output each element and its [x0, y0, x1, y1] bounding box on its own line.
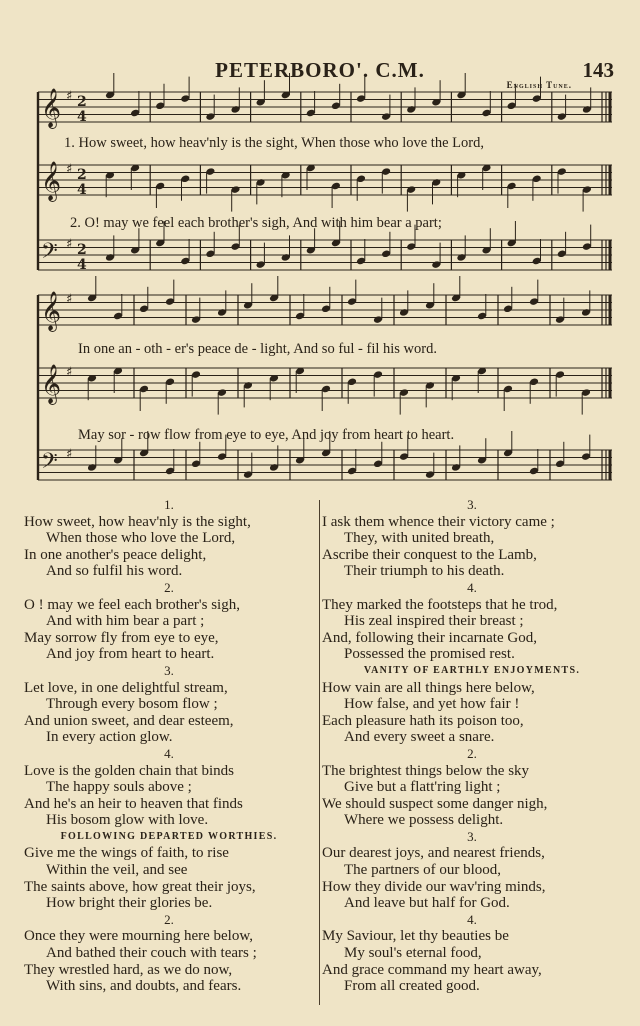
verse-line: Once they were mourning here below,	[24, 928, 253, 945]
verse-line: They, with united breath,	[344, 530, 495, 547]
left-column-verses	[24, 497, 314, 995]
verse-number: 2.	[164, 579, 174, 595]
time-signature: 2	[77, 242, 87, 258]
time-signature: 4	[77, 182, 87, 198]
treble-clef: 𝄞	[41, 88, 62, 128]
verse-line: The happy souls above ;	[46, 779, 192, 796]
verse-line: Their triumph to his death.	[344, 563, 505, 580]
verse-number: 3.	[467, 497, 477, 512]
verse-line: And leave but half for God.	[344, 895, 510, 912]
verse-line: From all created good.	[344, 978, 480, 995]
verse-line: We should suspect some danger nigh,	[322, 795, 548, 812]
column-divider	[319, 500, 320, 1005]
verse-number: 2.	[164, 911, 174, 927]
sharp-key-signature: ♯	[66, 162, 73, 177]
verse-line: Ascribe their conquest to the Lamb,	[322, 546, 537, 563]
right-column-verses	[322, 497, 622, 995]
lyrics-line1-verse1: 1. How sweet, how heav'nly is the sight, When those who love the Lord,	[64, 135, 484, 151]
verse-line: Give me the wings of faith, to rise	[24, 845, 229, 862]
verse-line: When those who love the Lord,	[46, 530, 236, 547]
verse-line: How bright their glories be.	[46, 895, 213, 912]
verse-line: And with him bear a part ;	[46, 613, 205, 630]
verse-line: Each pleasure hath its poison too,	[322, 712, 524, 729]
verse-line: Where we possess delight.	[344, 812, 504, 829]
verse-line: In every action glow.	[46, 729, 173, 746]
bass-clef: 𝄢	[41, 449, 58, 479]
verse-line: And joy from heart to heart.	[46, 646, 215, 663]
time-signature: 4	[77, 257, 87, 273]
verse-number: 3.	[467, 828, 477, 844]
lyrics-line1-verse2: 2. O! may we feel each brother's sigh, And with him bear a part;	[70, 215, 442, 231]
verse-line: My Saviour, let thy beauties be	[322, 928, 509, 945]
verse-line: May sorrow fly from eye to eye,	[24, 629, 219, 646]
sharp-key-signature: ♯	[66, 89, 73, 104]
verse-line: Love is the golden chain that binds	[24, 762, 234, 779]
verse-line: In one another's peace delight,	[24, 546, 207, 563]
verse-number: 3.	[164, 662, 174, 678]
verse-line: And grace command my heart away,	[322, 961, 542, 978]
time-signature: 4	[77, 109, 87, 125]
hymn-heading: FOLLOWING DEPARTED WORTHIES.	[60, 830, 278, 842]
verse-number: 4.	[467, 579, 477, 595]
verse-line: And bathed their couch with tears ;	[46, 945, 257, 962]
verse-line: Possessed the promised rest.	[344, 646, 515, 663]
tune-note: English Tune.	[506, 80, 572, 90]
verse-line: How they divide our wav'ring minds,	[322, 878, 546, 895]
verse-number: 4.	[164, 745, 174, 761]
verse-line: The saints above, how great their joys,	[24, 878, 256, 895]
verse-number: 4.	[467, 911, 477, 927]
treble-clef: 𝄞	[41, 161, 62, 201]
hymn-title: PETERBORO'. C.M.	[215, 58, 425, 82]
sharp-key-signature: ♯	[66, 237, 73, 252]
hymn-heading: VANITY OF EARTHLY ENJOYMENTS.	[363, 664, 581, 676]
treble-clef: 𝄞	[41, 291, 62, 331]
verse-line: With sins, and doubts, and fears.	[46, 978, 242, 995]
verse-number: 1.	[164, 497, 174, 512]
verse-line: His zeal inspired their breast ;	[344, 613, 524, 630]
verse-line: And union sweet, and dear esteem,	[24, 712, 234, 729]
verse-line: And, following their incarnate God,	[322, 629, 537, 646]
verse-line: Let love, in one delightful stream,	[24, 679, 228, 696]
verse-line: How vain are all things here below,	[322, 679, 535, 696]
verse-line: How sweet, how heav'nly is the sight,	[24, 513, 251, 530]
verse-line: His bosom glow with love.	[46, 812, 209, 829]
lyrics-line2-verse1: In one an - oth - er's peace de - light, And so ful - fil his word.	[78, 341, 437, 357]
verse-line: My soul's eternal food,	[344, 945, 482, 962]
verse-line: The partners of our blood,	[344, 862, 502, 879]
verse-line: O ! may we feel each brother's sigh,	[24, 596, 240, 613]
treble-clef: 𝄞	[41, 364, 62, 404]
verse-number: 2.	[467, 745, 477, 761]
verse-line: And he's an heir to heaven that finds	[24, 795, 243, 812]
verse-line: Give but a flatt'ring light ;	[344, 779, 501, 796]
verse-line: Within the veil, and see	[46, 862, 188, 879]
bass-clef: 𝄢	[41, 239, 58, 269]
verse-line: Through every bosom flow ;	[46, 696, 218, 713]
sharp-key-signature: ♯	[66, 447, 73, 462]
verse-line: They wrestled hard, as we do now,	[24, 961, 233, 978]
verse-line: I ask them whence their victory came ;	[322, 513, 555, 530]
time-signature: 2	[77, 167, 87, 183]
sharp-key-signature: ♯	[66, 292, 73, 307]
verse-line: They marked the footsteps that he trod,	[322, 596, 558, 613]
time-signature: 2	[77, 94, 87, 110]
lyrics-line2-verse2: May sor - row flow from eye to eye, And joy from heart to heart.	[78, 427, 455, 443]
page-number: 143	[582, 58, 614, 82]
verse-line: How false, and yet how fair !	[344, 696, 520, 713]
verse-line: And so fulfil his word.	[46, 563, 183, 580]
verse-line: Our dearest joys, and nearest friends,	[322, 845, 545, 862]
sharp-key-signature: ♯	[66, 365, 73, 380]
verse-line: The brightest things below the sky	[322, 762, 530, 779]
verse-line: And every sweet a snare.	[344, 729, 495, 746]
music-score	[0, 0, 640, 500]
